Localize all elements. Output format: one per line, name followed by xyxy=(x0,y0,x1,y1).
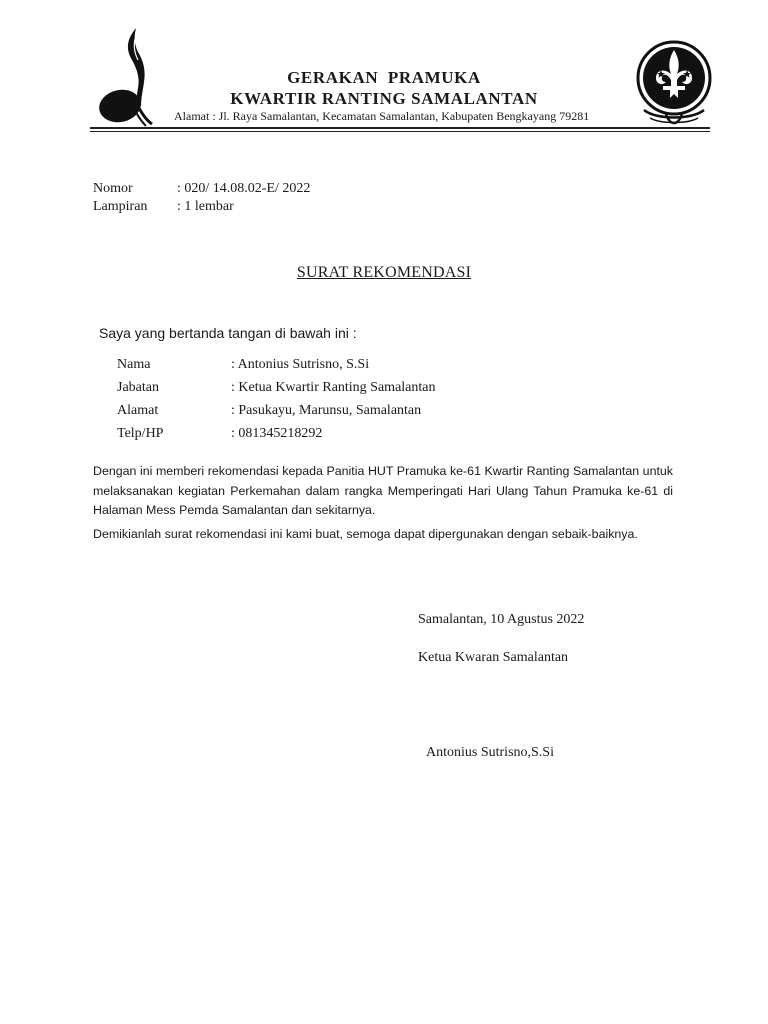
detail-row-alamat xyxy=(117,401,436,424)
signatory-details xyxy=(117,355,436,447)
detail-label: Nama xyxy=(117,357,151,372)
detail-row-telp xyxy=(117,424,436,447)
lampiran-row xyxy=(93,198,310,216)
nomor-label: Nomor xyxy=(93,181,133,196)
intro-text: Saya yang bertanda tangan di bawah ini : xyxy=(99,325,357,341)
signatory-role: Ketua Kwaran Samalantan xyxy=(418,650,569,665)
detail-value: : Antonius Sutrisno, S.Si xyxy=(231,357,370,372)
nomor-row xyxy=(93,180,310,198)
lampiran-label: Lampiran xyxy=(93,199,148,214)
closing-paragraph: Demikianlah surat rekomendasi ini kami buat, semoga dapat dipergunakan dengan sebaik-baiknya. xyxy=(93,527,638,541)
unit-name: KWARTIR RANTING SAMALANTAN xyxy=(230,89,538,108)
detail-value: : Pasukayu, Marunsu, Samalantan xyxy=(231,403,422,418)
recommendation-paragraph: Dengan ini memberi rekomendasi kepada Panitia HUT Pramuka ke-61 Kwartir Ranting Samalantan untuk melaksanakan kegiatan Perkemahan dalam rangka Memperingati Hari Ulang Tahun Pramuka ke-61 di Halaman Mess Pemda Samalantan dan sekitarnya. xyxy=(93,464,673,517)
detail-value: : Ketua Kwartir Ranting Samalantan xyxy=(231,380,436,395)
detail-label: Jabatan xyxy=(117,380,159,395)
detail-row-nama xyxy=(117,355,436,378)
detail-label: Alamat xyxy=(117,403,159,418)
place-date: Samalantan, 10 Agustus 2022 xyxy=(418,612,585,627)
letter-meta xyxy=(93,180,310,216)
lampiran-value: : 1 lembar xyxy=(177,199,234,214)
detail-label: Telp/HP xyxy=(117,426,164,441)
nomor-value: : 020/ 14.08.02-E/ 2022 xyxy=(177,181,311,196)
detail-value: : 081345218292 xyxy=(231,426,323,441)
letterhead-rule-thin xyxy=(90,131,710,132)
letterhead-rule-thick xyxy=(90,127,710,129)
letterhead-address: Alamat : Jl. Raya Samalantan, Kecamatan Samalantan, Kabupaten Bengkayang 79281 xyxy=(174,109,590,123)
letter-title: SURAT REKOMENDASI xyxy=(296,264,472,281)
detail-row-jabatan xyxy=(117,378,436,401)
signatory-name: Antonius Sutrisno,S.Si xyxy=(426,745,554,760)
organization-name: GERAKAN PRAMUKA xyxy=(287,68,481,87)
